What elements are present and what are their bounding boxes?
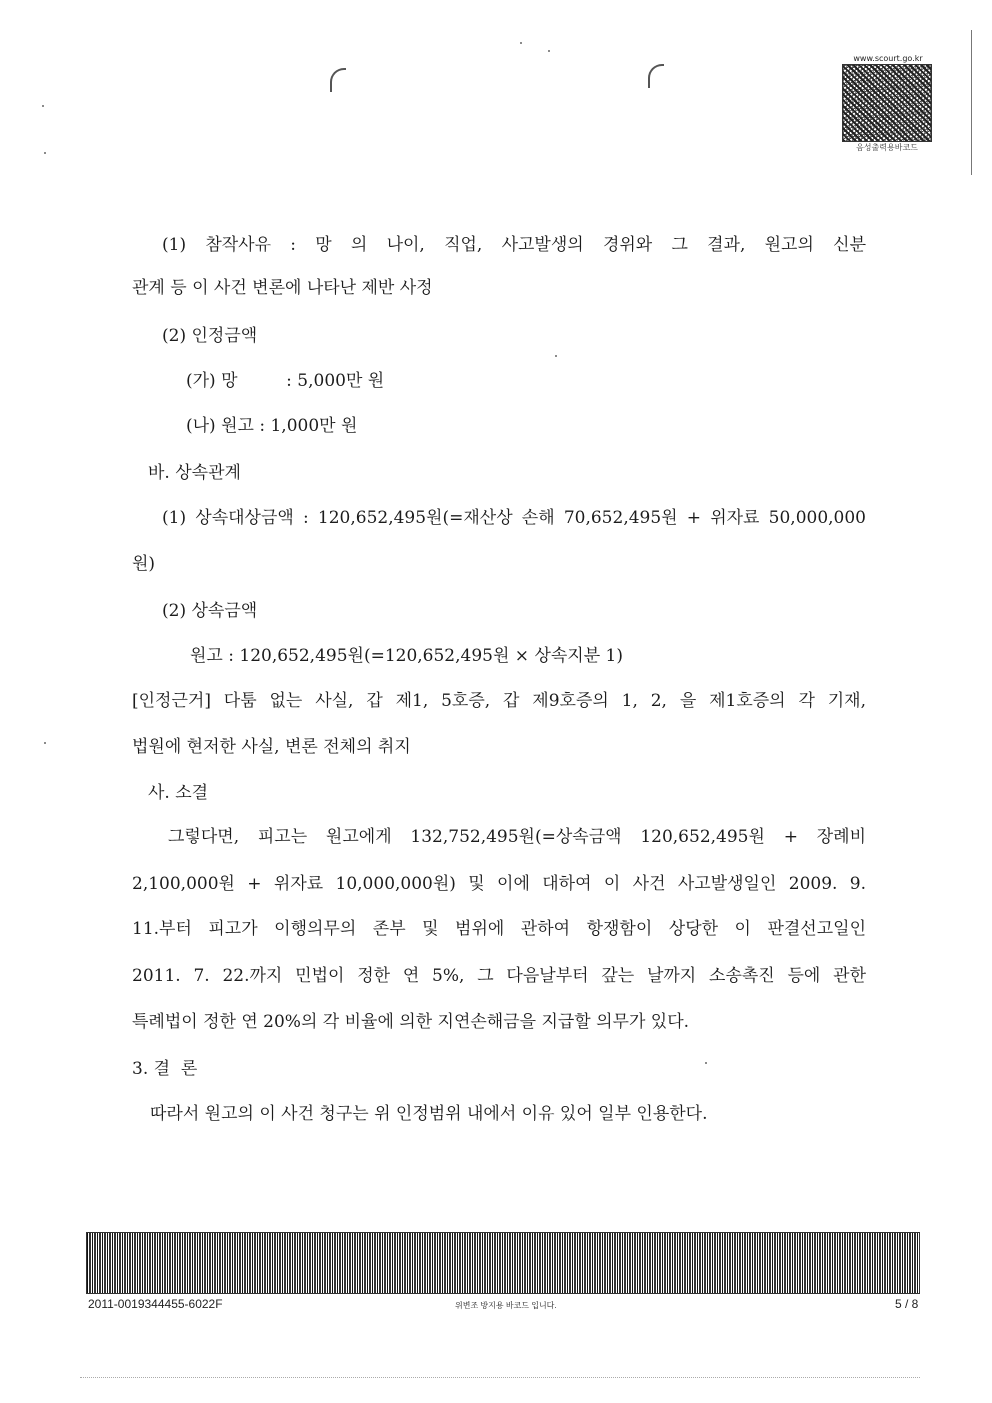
qr-code-image (842, 64, 932, 142)
scan-dot (548, 50, 550, 52)
scan-mark-left (330, 68, 346, 92)
paragraph-inheritance-amount: 원고 : 120,652,495원(=120,652,495원 × 상속지분 1) (190, 646, 623, 666)
paragraph-inheritance-target-2: 원) (132, 554, 156, 574)
paragraph-amount-heading: (2) 인정금액 (162, 326, 258, 346)
paragraph-consideration-1: (1) 참작사유 : 망 의 나이, 직업, 사고발생의 경위와 그 결과, 원고의 신분 (162, 235, 866, 255)
paragraph-inheritance-target-1: (1) 상속대상금액 : 120,652,495원(=재산상 손해 70,652,495원 + 위자료 50,000,000 (162, 508, 866, 528)
document-id: 2011-0019344455-6022F (88, 1297, 223, 1311)
paragraph-basis-2: 법원에 현저한 사실, 변론 전체의 취지 (132, 737, 411, 757)
qr-url: www.scourt.go.kr (853, 54, 923, 63)
paragraph-basis-1: [인정근거] 다툼 없는 사실, 갑 제1, 5호증, 갑 제9호증의 1, 2, 을 제1호증의 각 기재, (132, 691, 866, 711)
qr-caption: 음성출력용바코드 (856, 143, 918, 152)
section-heading-inheritance: 바. 상속관계 (148, 463, 241, 483)
paragraph-conclusion-2: 2,100,000원 + 위자료 10,000,000원) 및 이에 대하여 이 사건 사고발생일인 2009. 9. (132, 874, 866, 894)
bottom-scan-line (80, 1377, 920, 1378)
paragraph-conclusion-4: 2011. 7. 22.까지 민법이 정한 연 5%, 그 다음날부터 갚는 날까지 소송촉진 등에 관한 (132, 966, 866, 986)
section-heading-final: 3. 결 론 (132, 1059, 198, 1079)
scan-dot (42, 105, 44, 107)
paragraph-amount-plaintiff: (나) 원고 : 1,000만 원 (186, 416, 358, 436)
paragraph-inheritance-amount-heading: (2) 상속금액 (162, 601, 258, 621)
paragraph-final: 따라서 원고의 이 사건 청구는 위 인정범위 내에서 이유 있어 일부 인용한다. (150, 1104, 708, 1124)
scan-edge-line (971, 30, 972, 175)
scan-dot (705, 1062, 707, 1064)
paragraph-consideration-2: 관계 등 이 사건 변론에 나타난 제반 사정 (132, 278, 433, 298)
scan-mark-right (648, 64, 664, 88)
scan-dot (555, 355, 557, 357)
barcode-note: 위변조 방지용 바코드 입니다. (455, 1301, 557, 1310)
section-heading-conclusion-sub: 사. 소결 (148, 783, 209, 803)
scan-dot (520, 42, 522, 44)
scan-dot (44, 742, 46, 744)
scan-dot (44, 152, 46, 154)
paragraph-amount-deceased: (가) 망 : 5,000만 원 (186, 371, 385, 391)
paragraph-conclusion-3: 11.부터 피고가 이행의무의 존부 및 범위에 관하여 항쟁함이 상당한 이 판결선고일인 (132, 919, 866, 939)
anti-forgery-barcode (86, 1232, 920, 1294)
paragraph-conclusion-5: 특례법이 정한 연 20%의 각 비율에 의한 지연손해금을 지급할 의무가 있다. (132, 1012, 690, 1032)
page-number: 5 / 8 (895, 1297, 919, 1311)
paragraph-conclusion-1: 그렇다면, 피고는 원고에게 132,752,495원(=상속금액 120,652,495원 + 장례비 (168, 827, 866, 847)
